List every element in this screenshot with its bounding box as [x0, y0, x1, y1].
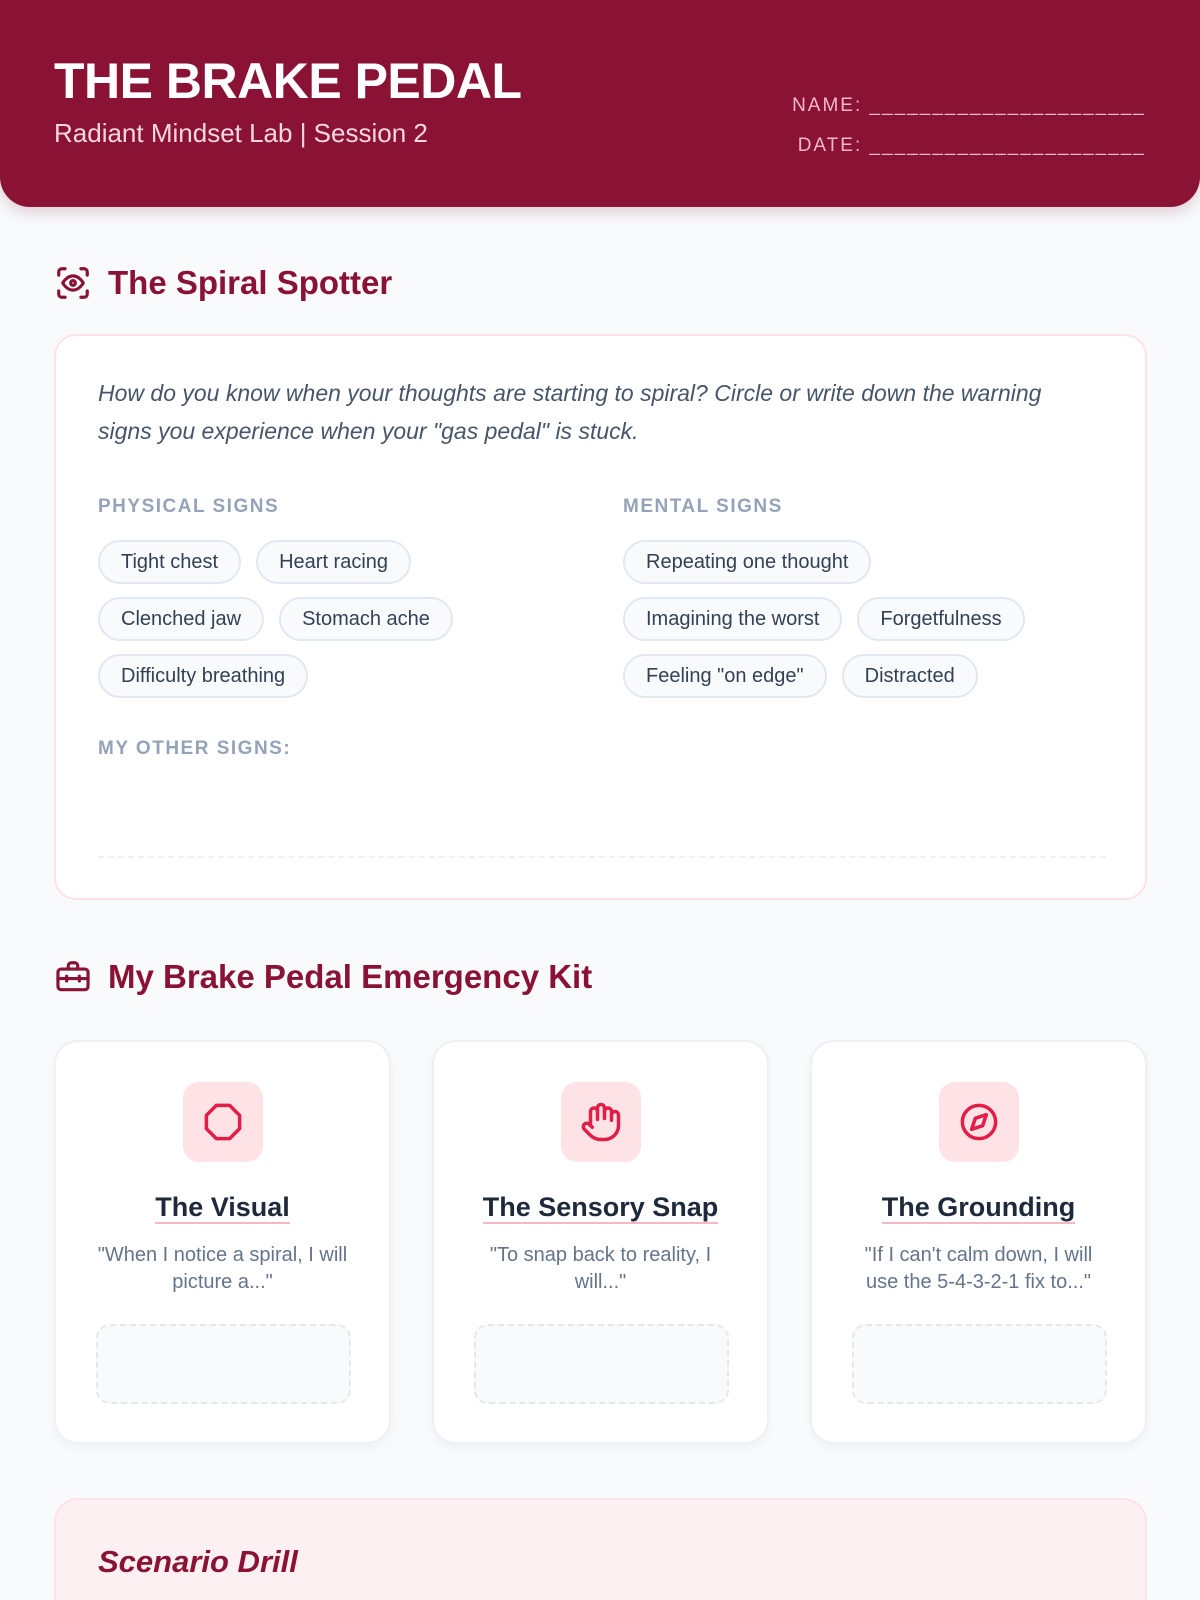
kit-card-title: The Grounding: [881, 1192, 1076, 1222]
page-subtitle: Radiant Mindset Lab | Session 2: [54, 118, 428, 148]
kit-card-prompt: "To snap back to reality, I will...": [489, 1244, 712, 1293]
sign-chip[interactable]: Distracted: [842, 654, 978, 698]
toolbox-icon: [54, 958, 92, 996]
physical-signs-label: PHYSICAL SIGNS: [98, 496, 280, 517]
mental-signs-list: [623, 540, 1083, 698]
sign-chip[interactable]: Tight chest: [98, 540, 241, 584]
spiral-section-heading: [54, 264, 392, 302]
other-signs-write-line[interactable]: [98, 856, 1106, 858]
kit-answer-box[interactable]: [852, 1324, 1107, 1404]
kit-card-title: The Visual: [155, 1192, 290, 1222]
name-date-fields: [792, 86, 1146, 166]
spiral-spotter-card: [54, 334, 1147, 900]
kit-card-grounding: [810, 1040, 1147, 1444]
sign-chip[interactable]: Repeating one thought: [623, 540, 871, 584]
scenario-title: Scenario Drill: [98, 1544, 298, 1579]
section-title: The Spiral Spotter: [108, 264, 393, 301]
sign-chip[interactable]: Feeling "on edge": [623, 654, 827, 698]
sign-chip[interactable]: Forgetfulness: [857, 597, 1024, 641]
scenario-drill-panel: [54, 1498, 1147, 1600]
kit-card-title: The Sensory Snap: [482, 1192, 719, 1222]
name-field[interactable]: NAME: ______________________: [792, 95, 1146, 116]
octagon-icon: [183, 1082, 263, 1162]
spiral-intro-text: How do you know when your thoughts are starting to spiral? Circle or write down the warning signs you experience when your "gas pedal" is stuck.: [98, 380, 1042, 444]
date-field[interactable]: DATE: ______________________: [797, 135, 1146, 156]
kit-answer-box[interactable]: [474, 1324, 729, 1404]
sign-chip[interactable]: Heart racing: [256, 540, 411, 584]
physical-signs-list: [98, 540, 558, 698]
header-banner: [0, 0, 1200, 207]
page-title: THE BRAKE PEDAL: [54, 53, 522, 109]
section-title: My Brake Pedal Emergency Kit: [108, 958, 593, 995]
kit-card-prompt: "When I notice a spiral, I will picture a...": [97, 1244, 348, 1293]
sign-chip[interactable]: Stomach ache: [279, 597, 453, 641]
sign-chip[interactable]: Clenched jaw: [98, 597, 264, 641]
kit-card-prompt: "If I can't calm down, I will use the 5-4-3-2-1 fix to...": [864, 1244, 1093, 1293]
other-signs-label: MY OTHER SIGNS:: [98, 738, 292, 759]
kit-answer-box[interactable]: [96, 1324, 351, 1404]
sign-chip[interactable]: Imagining the worst: [623, 597, 842, 641]
kit-card-visual: [54, 1040, 391, 1444]
compass-icon: [939, 1082, 1019, 1162]
kit-card-sensory-snap: [432, 1040, 769, 1444]
kit-section-heading: [54, 958, 592, 996]
hand-icon: [561, 1082, 641, 1162]
eye-scan-icon: [54, 264, 92, 302]
mental-signs-label: MENTAL SIGNS: [623, 496, 783, 517]
sign-chip[interactable]: Difficulty breathing: [98, 654, 308, 698]
